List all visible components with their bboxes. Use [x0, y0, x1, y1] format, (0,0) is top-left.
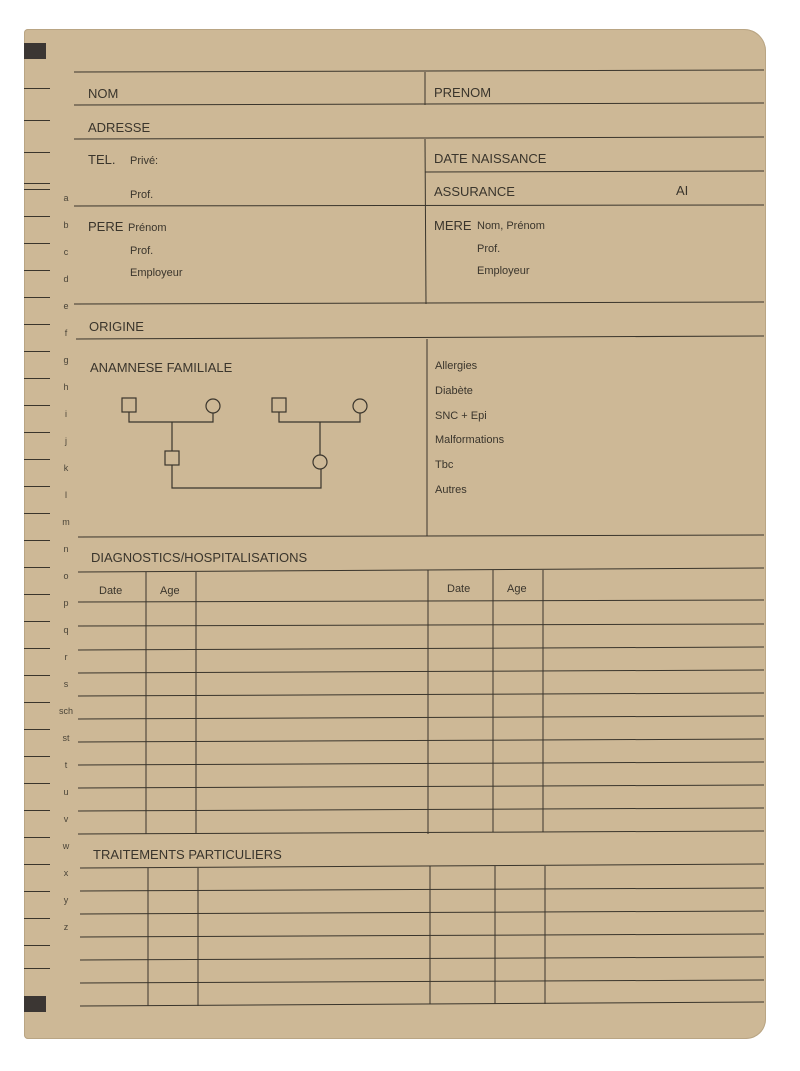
tel-label: TEL.: [88, 152, 116, 167]
index-tick-i: [24, 405, 50, 406]
index-letter-g[interactable]: g: [63, 355, 69, 365]
index-letter-r[interactable]: r: [64, 652, 68, 662]
diag-right-age-header: Age: [507, 583, 527, 595]
adresse-label: ADRESSE: [88, 120, 151, 135]
index-tick-s: [24, 675, 50, 676]
index-letter-u[interactable]: u: [63, 787, 69, 797]
index-letter-b[interactable]: b: [63, 220, 69, 230]
index-tick-w: [24, 837, 50, 838]
index-letter-st[interactable]: st: [62, 733, 70, 743]
index-tick-j: [24, 432, 50, 433]
index-letter-h[interactable]: h: [63, 382, 69, 392]
grandfather-maternal-square: [272, 398, 286, 412]
condition-autres: Autres: [435, 484, 467, 496]
index-letter-m[interactable]: m: [62, 517, 70, 527]
index-letter-t[interactable]: t: [64, 760, 68, 770]
index-letter-z[interactable]: z: [63, 922, 69, 932]
tel-prive-label: Privé:: [130, 155, 159, 167]
index-tick-x: [24, 864, 50, 865]
index-tick-blank: [24, 88, 50, 89]
index-tick-blank: [24, 945, 50, 946]
index-letter-o[interactable]: o: [63, 571, 69, 581]
index-tick-y: [24, 891, 50, 892]
index-letter-j[interactable]: j: [65, 436, 67, 446]
mere-label: MERE: [434, 218, 472, 233]
pere-prenom-label: Prénom: [128, 222, 167, 234]
index-tick-blank: [24, 152, 50, 153]
condition-snc-epi: SNC + Epi: [435, 410, 487, 422]
index-tick-blank: [24, 968, 50, 969]
mere-nom-prenom-label: Nom, Prénom: [477, 220, 545, 232]
index-letter-l[interactable]: l: [65, 490, 67, 500]
index-tick-st: [24, 729, 50, 730]
index-tick-d: [24, 270, 50, 271]
index-tick-o: [24, 567, 50, 568]
index-tick-blank: [24, 183, 50, 184]
index-letter-v[interactable]: v: [63, 814, 69, 824]
index-tick-h: [24, 378, 50, 379]
index-tick-a: [24, 189, 50, 190]
index-tick-u: [24, 783, 50, 784]
ai-label: AI: [676, 183, 689, 198]
index-letter-y[interactable]: y: [63, 895, 69, 905]
index-tick-m: [24, 513, 50, 514]
assurance-label: ASSURANCE: [434, 184, 515, 199]
diag-right-date-header: Date: [447, 583, 471, 595]
pere-label: PERE: [88, 219, 124, 234]
index-tick-blank: [24, 120, 50, 121]
prenom-label: PRENOM: [434, 85, 492, 100]
condition-malformations: Malformations: [435, 434, 505, 446]
condition-allergies: Allergies: [435, 360, 478, 372]
anamnese-label: ANAMNESE FAMILIALE: [90, 360, 233, 375]
index-tick-q: [24, 621, 50, 622]
grandmother-maternal-circle: [353, 399, 367, 413]
index-letter-x[interactable]: x: [63, 868, 69, 878]
index-letter-k[interactable]: k: [63, 463, 69, 473]
tel-prof-label: Prof.: [130, 189, 154, 201]
index-tick-k: [24, 459, 50, 460]
mere-prof-label: Prof.: [477, 243, 501, 255]
index-tick-f: [24, 324, 50, 325]
index-tick-sch: [24, 702, 50, 703]
diagnostics-heading: DIAGNOSTICS/HOSPITALISATIONS: [91, 550, 308, 565]
diag-left-age-header: Age: [160, 585, 180, 597]
index-letter-sch[interactable]: sch: [58, 706, 73, 716]
index-letter-i[interactable]: i: [65, 409, 67, 419]
index-letter-a[interactable]: a: [63, 193, 69, 203]
index-letter-f[interactable]: f: [64, 328, 68, 338]
index-tick-t: [24, 756, 50, 757]
index-tick-c: [24, 243, 50, 244]
nom-label: NOM: [88, 86, 119, 101]
grandmother-paternal-circle: [206, 399, 220, 413]
origine-label: ORIGINE: [89, 319, 144, 334]
index-letter-c[interactable]: c: [63, 247, 69, 257]
index-tick-v: [24, 810, 50, 811]
condition-tbc: Tbc: [435, 459, 454, 471]
index-letter-p[interactable]: p: [63, 598, 69, 608]
date-naissance-label: DATE NAISSANCE: [434, 151, 547, 166]
index-tick-r: [24, 648, 50, 649]
index-letter-s[interactable]: s: [63, 679, 69, 689]
index-tick-g: [24, 351, 50, 352]
diag-left-date-header: Date: [99, 585, 123, 597]
mother-circle: [313, 455, 327, 469]
index-letter-d[interactable]: d: [63, 274, 69, 284]
pere-prof-label: Prof.: [130, 245, 154, 257]
index-letter-n[interactable]: n: [63, 544, 69, 554]
pere-employeur-label: Employeur: [130, 267, 183, 279]
index-tick-b: [24, 216, 50, 217]
condition-diabete: Diabète: [435, 385, 473, 397]
mere-employeur-label: Employeur: [477, 265, 530, 277]
index-tick-l: [24, 486, 50, 487]
index-tick-p: [24, 594, 50, 595]
index-tick-n: [24, 540, 50, 541]
father-square: [165, 451, 179, 465]
grandfather-paternal-square: [122, 398, 136, 412]
index-tick-e: [24, 297, 50, 298]
index-letter-w[interactable]: w: [62, 841, 70, 851]
traitements-heading: TRAITEMENTS PARTICULIERS: [93, 847, 282, 862]
index-letter-e[interactable]: e: [63, 301, 69, 311]
index-letter-q[interactable]: q: [63, 625, 69, 635]
index-tick-z: [24, 918, 50, 919]
